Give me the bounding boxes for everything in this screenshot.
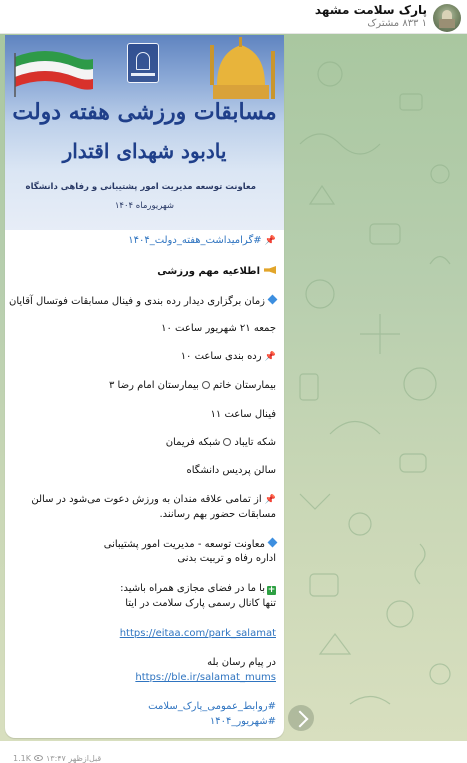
blue-diamond-icon	[268, 538, 278, 548]
social-text-1: با ما در فضای مجازی همراه باشید:	[120, 583, 265, 594]
soccer-ball-icon	[202, 381, 210, 389]
pushpin-icon: 📌	[264, 352, 276, 362]
hashtag-line-3	[210, 717, 276, 727]
social-line-1	[120, 584, 276, 595]
final-match-line	[166, 438, 276, 448]
post-banner-image[interactable]	[5, 35, 284, 230]
eye-icon	[34, 755, 43, 761]
university-logo	[127, 43, 159, 83]
futsal-text: زمان برگزاری دیدار رده بندی و فینال مسابقات فوتسال آقایان	[8, 296, 265, 307]
channel-header[interactable]	[0, 0, 467, 34]
headline-text: اطلاعیه مهم ورزشی	[157, 266, 260, 277]
banner-organizer: معاونت توسعه مدیریت امور پشتیبانی و رفاهی دانشگاه	[25, 182, 256, 192]
shrine-dome-icon	[210, 37, 275, 99]
rank-team1: بیمارستان خاتم	[212, 380, 276, 391]
hashtag-link[interactable]: #گرامیداشت_هفته_دولت_۱۴۰۴	[128, 235, 262, 246]
channel-avatar[interactable]	[433, 4, 461, 32]
green-plus-icon: +	[267, 585, 276, 595]
banner-subheadline: یادبود شهدای اقتدار	[62, 139, 227, 163]
venue-line: سالن پردیس دانشگاه	[186, 465, 276, 476]
logo-emblem	[136, 52, 150, 70]
megaphone-icon	[264, 266, 276, 274]
rank-line	[181, 352, 276, 362]
social-line-2: تنها کانال رسمی پارک سلامت در ایتا	[125, 598, 276, 609]
invite-line-2: مسابقات حضور بهم رسانند.	[159, 509, 276, 520]
hashtag-link[interactable]: #روابط_عمومی_پارک_سلامت	[148, 701, 276, 712]
hashtag-link[interactable]: #شهریور_۱۴۰۴	[209, 716, 276, 727]
post-meta	[13, 754, 101, 763]
bale-link[interactable]	[135, 673, 276, 683]
eitaa-url[interactable]: https://eitaa.com/park_salamat	[119, 628, 276, 639]
avatar-building	[439, 19, 455, 28]
date-line: جمعه ۲۱ شهریور ساعت ۱۰	[161, 323, 276, 334]
org-line-2: اداره رفاه و تربیت بدنی	[177, 553, 276, 564]
invite-text-1: از تمامی علاقه مندان به ورزش دعوت می‌شود در سالن	[31, 494, 262, 505]
banner-date: شهریورماه ۱۴۰۴	[114, 201, 174, 211]
channel-title[interactable]: پارک سلامت مشهد	[314, 3, 427, 17]
futsal-line	[9, 296, 276, 307]
hashtag-line-2	[148, 702, 276, 712]
pushpin-icon: 📌	[264, 495, 276, 505]
pushpin-icon: 📌	[264, 236, 276, 246]
blue-diamond-icon	[268, 295, 278, 305]
org-text-1: معاونت توسعه - مدیریت امور پشتیبانی	[103, 539, 265, 550]
subscriber-count: ۱ ۸۳۳ مشترک	[367, 18, 427, 29]
rank-text: رده بندی ساعت ۱۰	[180, 351, 262, 362]
view-count: 1.1K	[13, 754, 31, 763]
eitaa-link[interactable]	[120, 629, 276, 639]
post-time: ۱۳:۴۷ قبل‌ازظهر	[45, 754, 102, 763]
banner-headline: مسابقات ورزشی هفته دولت	[12, 99, 277, 125]
invite-line-1	[31, 495, 276, 505]
final-team1: شکه تایباد	[234, 437, 276, 448]
flag-icon	[15, 51, 93, 97]
soccer-ball-icon	[223, 438, 231, 446]
org-line-1	[104, 539, 276, 550]
share-icon[interactable]	[288, 705, 314, 731]
rank-team2: بیمارستان امام رضا ۳	[109, 380, 199, 391]
logo-caption	[131, 73, 155, 76]
rank-match-line	[109, 381, 276, 391]
bale-line: در پیام رسان بله	[207, 657, 276, 668]
final-line: فینال ساعت ۱۱	[210, 409, 276, 420]
final-team2: شبکه فریمان	[165, 437, 221, 448]
bale-url[interactable]: https://ble.ir/salamat_mums	[135, 672, 276, 683]
channel-post[interactable]	[5, 35, 284, 763]
headline-line	[157, 266, 276, 277]
hashtag-line	[128, 236, 276, 246]
